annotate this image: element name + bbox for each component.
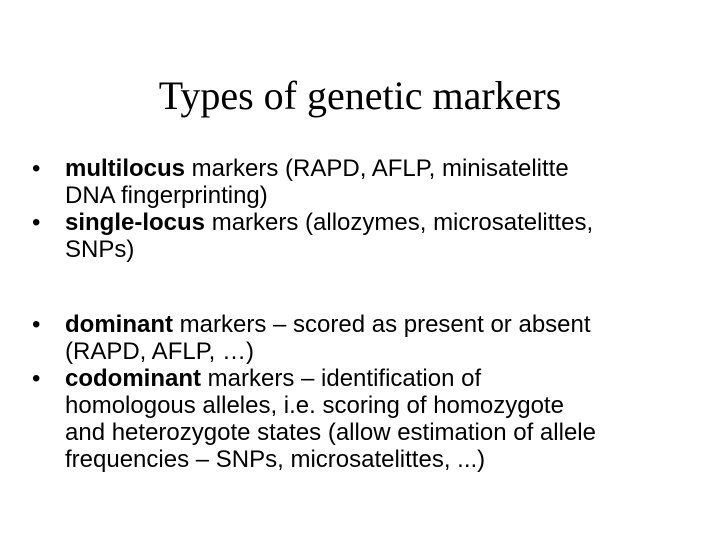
bullet-text-line: and heterozygote states (allow estimation of allele (65, 419, 596, 446)
bullet-text-line: markers (allozymes, microsatelittes, (205, 209, 594, 236)
bullet-item-codominant (30, 365, 702, 473)
keyword-codominant: codominant (65, 365, 201, 392)
bullet-icon: • (32, 311, 41, 338)
keyword-single-locus: single-locus (65, 209, 206, 236)
keyword-multilocus: multilocus (65, 155, 186, 182)
bullet-item-multilocus (30, 155, 702, 209)
bullet-text-line: markers – identification of (201, 365, 482, 392)
bullet-text-line: homologous alleles, i.e. scoring of homozygote (65, 392, 564, 419)
bullet-item-single-locus (30, 209, 702, 263)
bullet-text-line: DNA fingerprinting) (65, 182, 268, 209)
bullet-text-line: SNPs) (65, 236, 135, 263)
bullet-icon: • (32, 209, 41, 236)
bullet-item-dominant (30, 311, 702, 365)
bullet-text-line: markers (RAPD, AFLP, minisatelitte (185, 155, 569, 182)
bullet-icon: • (32, 155, 41, 182)
keyword-dominant: dominant (65, 311, 173, 338)
bullet-text-line: frequencies – SNPs, microsatelittes, ...) (65, 446, 486, 473)
bullet-text-line: (RAPD, AFLP, …) (65, 338, 254, 365)
bullet-list-locus-types (30, 155, 702, 263)
bullet-icon: • (32, 365, 41, 392)
slide-title: Types of genetic markers (158, 73, 562, 118)
bullet-list-dominance-types (30, 311, 702, 473)
bullet-text-line: markers – scored as present or absent (173, 311, 591, 338)
